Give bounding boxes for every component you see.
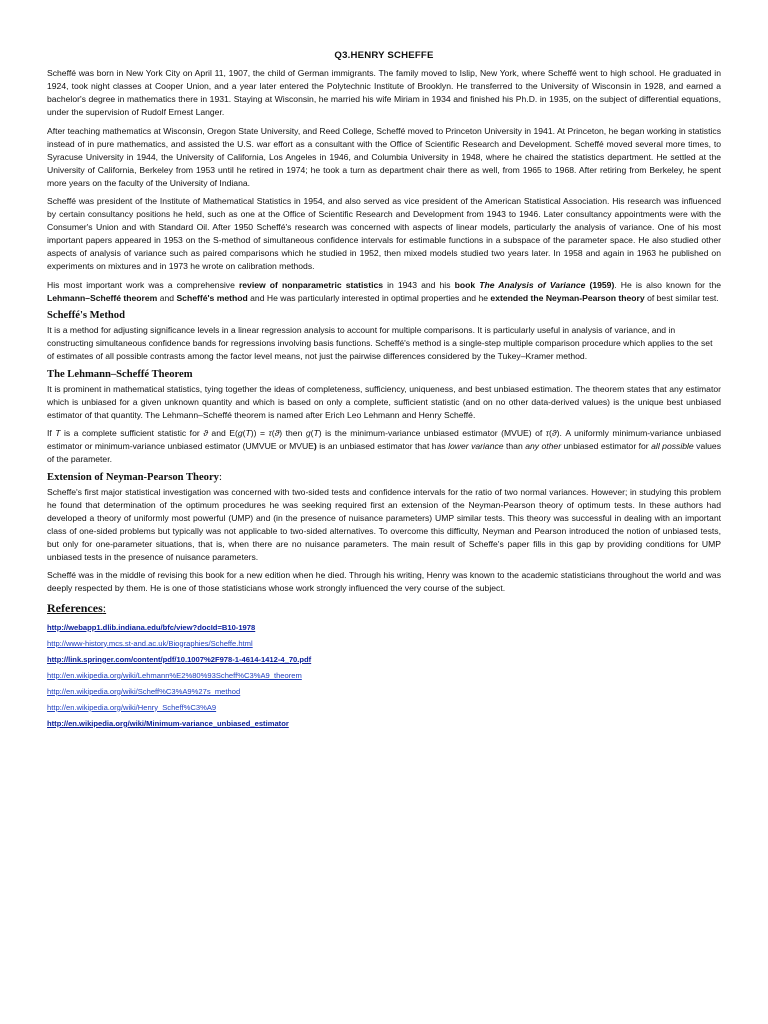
text-run: and He was particularly interested in optimal properties and he — [247, 292, 491, 303]
math-symbol: g — [237, 428, 243, 438]
page-title: Q3.HENRY SCHEFFE — [334, 50, 434, 61]
closing-paragraph: Scheffé was in the middle of revising this book for a new edition when he died. Through his writing, Henry was known to the academic statisticians throughout the world and was deeply respected by them. He is one of those statisticians whose work strongly influenced the very course of the subject. — [47, 570, 721, 593]
heading-text: References — [47, 600, 103, 615]
text-run: of best similar test. — [644, 292, 719, 303]
reference-link[interactable]: http://en.wikipedia.org/wiki/Scheff%C3%A9%27s_method — [47, 686, 241, 696]
reference-item — [47, 622, 721, 633]
math-symbol: T — [245, 428, 251, 438]
bio-paragraph-1: Scheffé was born in New York City on April 11, 1907, the child of German immigrants. The family moved to Islip, New York, where Scheffé went to high school. He graduated in 1924, took night classes at Cooper Union, and a year later entered the Polytechnic Institute of Brooklyn. He transferred to the University of Wisconsin in 1928, and earned a bachelor's degree in mathematics there in 1931. Staying at Wisconsin, he married his wife Miriam in 1934 and finished his Ph.D. in 1935, on the subject of differential equations, under the supervision of Rudolf Ernest Langer. — [47, 68, 721, 117]
text-run: is a complete sufficient statistic for — [60, 428, 204, 438]
italic-run: all possible — [651, 441, 694, 451]
text-run: ) is the minimum-variance unbiased estimator (MVUE) of — [318, 428, 546, 438]
neyman-pearson-paragraph: Scheffe's first major statistical investigation was concerned with two-sided tests and confidence intervals for the ratio of two normal variances. However; in studying this problem he found that determination of the optimum procedures he was seeking required first an extension of the Neyman-Pearson theory of optimum tests. In these authors had developed a theory of uniformly most powerful (UMP) and (in the presence of nuisance parameters) UMP similar tests. This theory was successful in dealing with an important class of one-sided problems but typically was not applicable to two-sided alternatives. To overcome this difficulty, Neyman and Pearson introduced the notion of unbiased tests, but only for one-parameter situations, that is, when there are no nuisance parameters. The main result of Scheffe's paper fills in this gap by providing conditions for UMP unbiased tests in the presence of nuisance parameters. — [47, 486, 721, 562]
reference-link[interactable]: http://link.springer.com/content/pdf/10.1007%2F978-1-4614-1412-4_70.pdf — [47, 654, 312, 664]
reference-link[interactable]: http://www-history.mcs.st-and.ac.uk/Biographies/Scheffe.html — [47, 638, 253, 648]
text-run: and — [157, 292, 177, 303]
reference-item — [47, 702, 721, 713]
reference-item — [47, 638, 721, 649]
text-run: ( — [310, 428, 314, 438]
heading-text: Extension of Neyman-Pearson Theory — [47, 471, 219, 483]
bold-run: Scheffé's method — [176, 292, 248, 303]
references-list — [47, 622, 721, 729]
text-run: and E( — [207, 428, 238, 438]
scheffe-method-paragraph: It is a method for adjusting significance levels in a linear regression analysis to account for multiple comparisons. It is particularly useful in analysis of variance, and in constructing simultaneous confidence bands for regressions involving basis functions. Scheffé's method is a single-step multiple comparison procedure which applies to the set of estimates of all possible contrasts among the factor level means, not just the pairwise differences considered by the Tukey–Kramer method. — [47, 325, 713, 361]
reference-link[interactable]: http://webapp1.dlib.indiana.edu/bfc/view?docId=B10-1978 — [47, 622, 256, 632]
document-body — [47, 50, 721, 734]
bio-paragraph-2: After teaching mathematics at Wisconsin, Oregon State University, and Reed College, Scheffé moved to Princeton University in 1941. At Princeton, he began working in statistics instead of in pure mathematics, and assisted the U.S. war effort as a consultant with the Office of Scientific Research and Development. Scheffé moved several more times, to Syracuse University in 1944, the University of California, Los Angeles in 1946, and Columbia University in 1948, where he chaired the statistics department. He settled at the University of California, Berkeley from 1953 until he retired in 1974; he took a turn as department chair there as well, from 1965 to 1968. After retiring from Berkeley, he spent more years on the faculty of the University of Indiana. — [47, 125, 721, 188]
math-symbol: τ — [268, 428, 272, 438]
math-symbol: ϑ — [203, 428, 208, 438]
bold-run: (1959) — [585, 279, 615, 290]
reference-item — [47, 654, 721, 665]
text-run: )) = — [250, 428, 269, 438]
text-run: in 1943 and his — [383, 279, 455, 290]
reference-item — [47, 686, 721, 697]
text-run: values of the parameter. — [47, 441, 721, 464]
reference-link[interactable]: http://en.wikipedia.org/wiki/Henry_Scheff%C3%A9 — [47, 702, 217, 712]
bold-run: ) — [313, 441, 317, 451]
umvue-paragraph — [47, 427, 721, 466]
text-run: ). A uniformly minimum-variance unbiased estimator or minimum-variance unbiased estimator (UMVUE or MVUE — [47, 428, 721, 451]
text-run: is an unbiased estimator that has — [316, 441, 449, 451]
heading-colon: : — [218, 471, 222, 483]
bold-run: book — [454, 279, 480, 290]
heading-colon: : — [102, 600, 107, 615]
math-symbol: ϑ — [274, 428, 280, 438]
text-run: than — [503, 441, 526, 451]
references-heading — [47, 601, 721, 616]
reference-link[interactable]: http://en.wikipedia.org/wiki/Minimum-variance_unbiased_estimator — [47, 718, 289, 728]
section-heading-neyman-pearson — [47, 472, 721, 483]
math-symbol: ϑ — [551, 428, 557, 438]
text-run: If — [47, 428, 56, 438]
reference-item — [47, 670, 721, 681]
bold-run: Lehmann–Scheffé theorem — [47, 292, 158, 303]
reference-link[interactable]: http://en.wikipedia.org/wiki/Lehmann%E2%80%93Scheff%C3%A9_theorem — [47, 670, 302, 680]
text-run: ) then — [279, 428, 306, 438]
text-run: ( — [271, 428, 275, 438]
reference-item — [47, 718, 721, 729]
math-symbol: g — [305, 428, 311, 438]
section-heading-lehmann-scheffe: The Lehmann–Scheffé Theorem — [47, 368, 193, 380]
math-symbol: T — [55, 428, 61, 438]
bold-run: review of nonparametric statistics — [238, 279, 384, 290]
text-run: His most important work was a comprehensive — [47, 279, 239, 290]
italic-run: any other — [525, 441, 562, 451]
text-run: unbiased estimator for — [561, 441, 652, 451]
text-run: . He is also known for the — [614, 279, 721, 290]
italic-run: lower variance — [448, 441, 504, 451]
lehmann-scheffe-paragraph: It is prominent in mathematical statistics, tying together the ideas of completeness, sufficiency, uniqueness, and best unbiased estimation. The theorem states that any estimator which is unbiased for a given unknown quantity and which is based on only a complete, sufficient statistic (and on no other data-derived values) is the unique best unbiased estimator of that quantity. The Lehmann–Scheffé theorem is named after Erich Leo Lehmann and Henry Scheffé. — [47, 383, 721, 420]
section-heading-scheffe-method: Scheffé's Method — [47, 310, 125, 321]
text-run: ( — [242, 428, 246, 438]
book-title: The Analysis of Variance — [479, 279, 586, 290]
math-symbol: τ — [545, 428, 549, 438]
bio-paragraph-4 — [47, 279, 721, 305]
bold-run: extended the Neyman-Pearson theory — [490, 292, 645, 303]
bio-paragraph-3: Scheffé was president of the Institute of Mathematical Statistics in 1954, and also served as vice president of the American Statistical Association. His research was influenced by certain consultancy positions he held, such as one at the Office of Scientific Research and Development from 1943 to 1946. Later consultancy appointments were with the Consumer's Union and with Standard Oil. After 1950 Scheffé's research was concerned with aspects of linear models, particularly the analysis of variance. One of his most important papers appeared in 1953 on the S-method of simultaneous confidence intervals for estimable functions in a subspace of the parameter space. He also studied other aspects of analysis of variance such as paired comparisons which he studied in 1952, then mixed models studied two years later. In 1958 and again in 1963 he published on experiments on mixtures and in 1973 he wrote on calibration methods. — [47, 196, 721, 271]
math-symbol: T — [313, 428, 319, 438]
text-run: ( — [549, 428, 552, 438]
